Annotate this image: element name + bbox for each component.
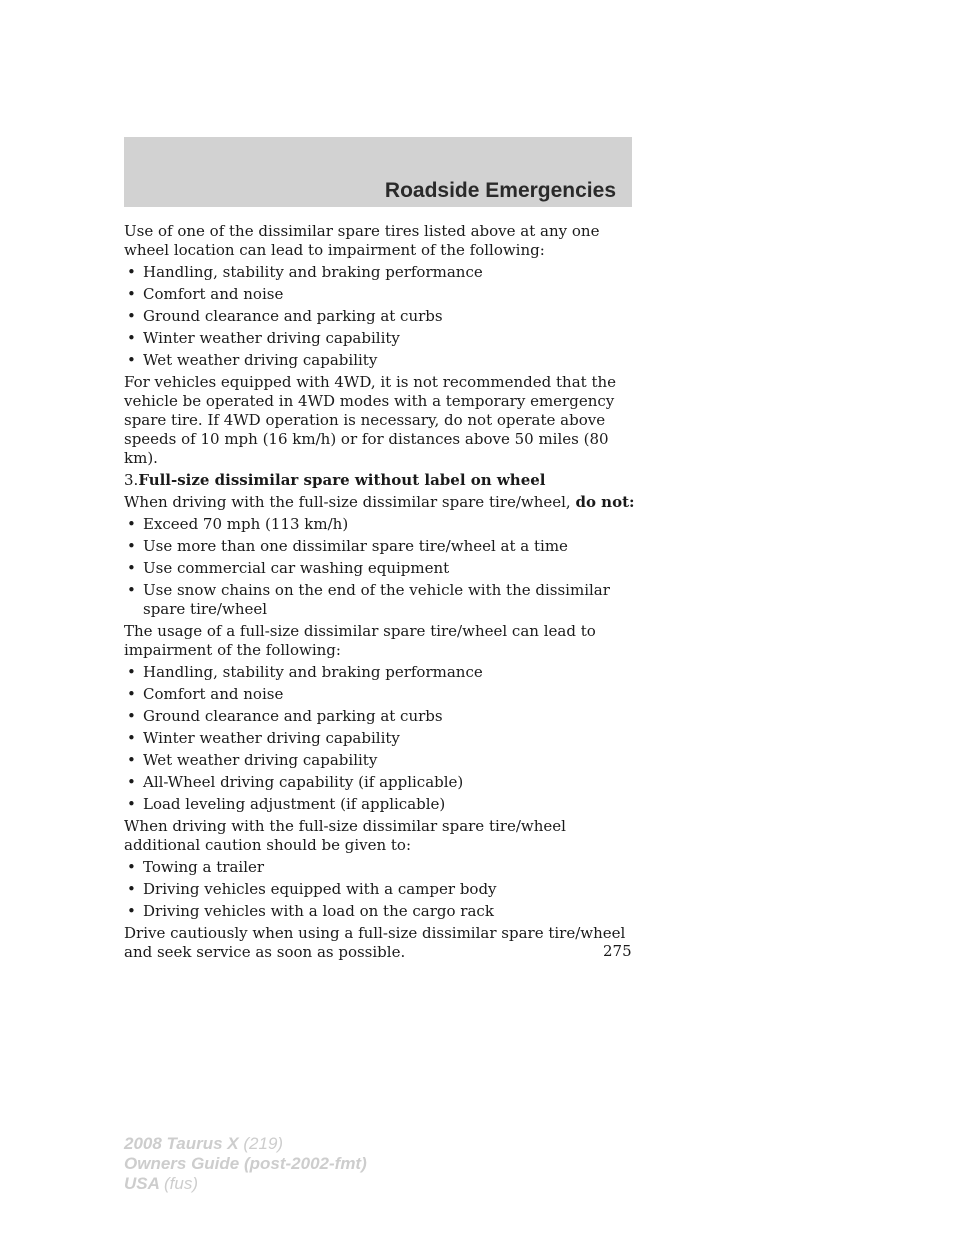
bullet-icon: • [127, 751, 136, 769]
intro-paragraph: Use of one of the dissimilar spare tires listed above at any one wheel location can lead to impairment of the following: [124, 222, 600, 259]
bullet-icon: • [127, 707, 136, 725]
footer-guide: Owners Guide (post-2002-fmt) [124, 1154, 367, 1173]
list-item-text: Winter weather driving capability [143, 329, 400, 347]
bullet-icon: • [127, 902, 136, 920]
list-item-text: Use snow chains on the end of the vehicle with the dissimilar spare tire/wheel [143, 581, 610, 618]
list-item [124, 307, 644, 326]
list-item [124, 707, 644, 726]
list-item [124, 751, 644, 770]
driving-intro-text: When driving with the full-size dissimilar spare tire/wheel, [124, 493, 576, 511]
bullet-icon: • [127, 663, 136, 681]
do-not-label: do not: [575, 493, 635, 511]
footer-region-code: (fus) [164, 1174, 198, 1193]
list-item-text: Load leveling adjustment (if applicable) [143, 795, 446, 813]
page-number: 275 [603, 942, 632, 960]
bullet-icon: • [127, 581, 136, 599]
bullet-icon: • [127, 307, 136, 325]
list-item-text: Handling, stability and braking performance [143, 663, 483, 681]
list-item-text: Use more than one dissimilar spare tire/wheel at a time [143, 537, 568, 555]
list-item [124, 515, 644, 534]
caution-list [124, 858, 644, 921]
list-item-text: Handling, stability and braking performance [143, 263, 483, 281]
list-item-text: Winter weather driving capability [143, 729, 400, 747]
bullet-icon: • [127, 515, 136, 533]
impairments-list-2 [124, 663, 644, 814]
list-item [124, 729, 644, 748]
list-item-text: Wet weather driving capability [143, 351, 378, 369]
page-content [124, 222, 644, 965]
footer-line-2 [124, 1154, 367, 1174]
document-footer [124, 1134, 367, 1194]
list-item-text: Driving vehicles with a load on the cargo rack [143, 902, 494, 920]
list-item [124, 685, 644, 704]
list-item [124, 329, 644, 348]
list-item [124, 263, 644, 282]
section-number: 3. [124, 471, 139, 489]
section-3-heading [124, 471, 644, 490]
driving-intro-paragraph [124, 493, 644, 512]
list-item-text: Ground clearance and parking at curbs [143, 307, 443, 325]
list-item [124, 773, 644, 792]
list-item-text: All-Wheel driving capability (if applicable) [143, 773, 464, 791]
section-title: Roadside Emergencies [384, 179, 616, 202]
section-header-band [124, 137, 632, 207]
footer-line-1 [124, 1134, 367, 1154]
closing-paragraph: Drive cautiously when using a full-size dissimilar spare tire/wheel and seek service as soon as possible. [124, 924, 626, 961]
bullet-icon: • [127, 285, 136, 303]
list-item-text: Exceed 70 mph (113 km/h) [143, 515, 349, 533]
bullet-icon: • [127, 795, 136, 813]
list-item [124, 880, 644, 899]
footer-model: 2008 Taurus X [124, 1134, 239, 1153]
bullet-icon: • [127, 559, 136, 577]
list-item-text: Driving vehicles equipped with a camper body [143, 880, 497, 898]
list-item-text: Towing a trailer [143, 858, 265, 876]
bullet-icon: • [127, 880, 136, 898]
list-item [124, 285, 644, 304]
bullet-icon: • [127, 329, 136, 347]
list-item-text: Ground clearance and parking at curbs [143, 707, 443, 725]
caution-intro-paragraph: When driving with the full-size dissimilar spare tire/wheel additional caution should be given to: [124, 817, 566, 854]
list-item [124, 795, 644, 814]
bullet-icon: • [127, 685, 136, 703]
list-item [124, 858, 644, 877]
bullet-icon: • [127, 729, 136, 747]
list-item [124, 902, 644, 921]
list-item [124, 663, 644, 682]
do-not-list [124, 515, 644, 619]
bullet-icon: • [127, 858, 136, 876]
fourwd-paragraph: For vehicles equipped with 4WD, it is not recommended that the vehicle be operated in 4WD modes with a temporary emergency spare tire. If 4WD operation is necessary, do not operate above speeds of 10 mph (16 km/h) or for distances above 50 miles (80 km). [124, 373, 617, 467]
bullet-icon: • [127, 537, 136, 555]
list-item [124, 537, 644, 556]
footer-model-code: (219) [243, 1134, 284, 1153]
list-item-text: Use commercial car washing equipment [143, 559, 450, 577]
list-item [124, 351, 644, 370]
bullet-icon: • [127, 773, 136, 791]
section-heading-text: Full-size dissimilar spare without label on wheel [138, 471, 546, 489]
footer-line-3 [124, 1174, 367, 1194]
impairments-list-1 [124, 263, 644, 370]
list-item-text: Comfort and noise [143, 685, 284, 703]
list-item [124, 559, 644, 578]
bullet-icon: • [127, 351, 136, 369]
footer-region: USA [124, 1174, 160, 1193]
list-item [124, 581, 644, 619]
bullet-icon: • [127, 263, 136, 281]
usage-intro-paragraph: The usage of a full-size dissimilar spare tire/wheel can lead to impairment of the following: [124, 622, 596, 659]
list-item-text: Wet weather driving capability [143, 751, 378, 769]
list-item-text: Comfort and noise [143, 285, 284, 303]
